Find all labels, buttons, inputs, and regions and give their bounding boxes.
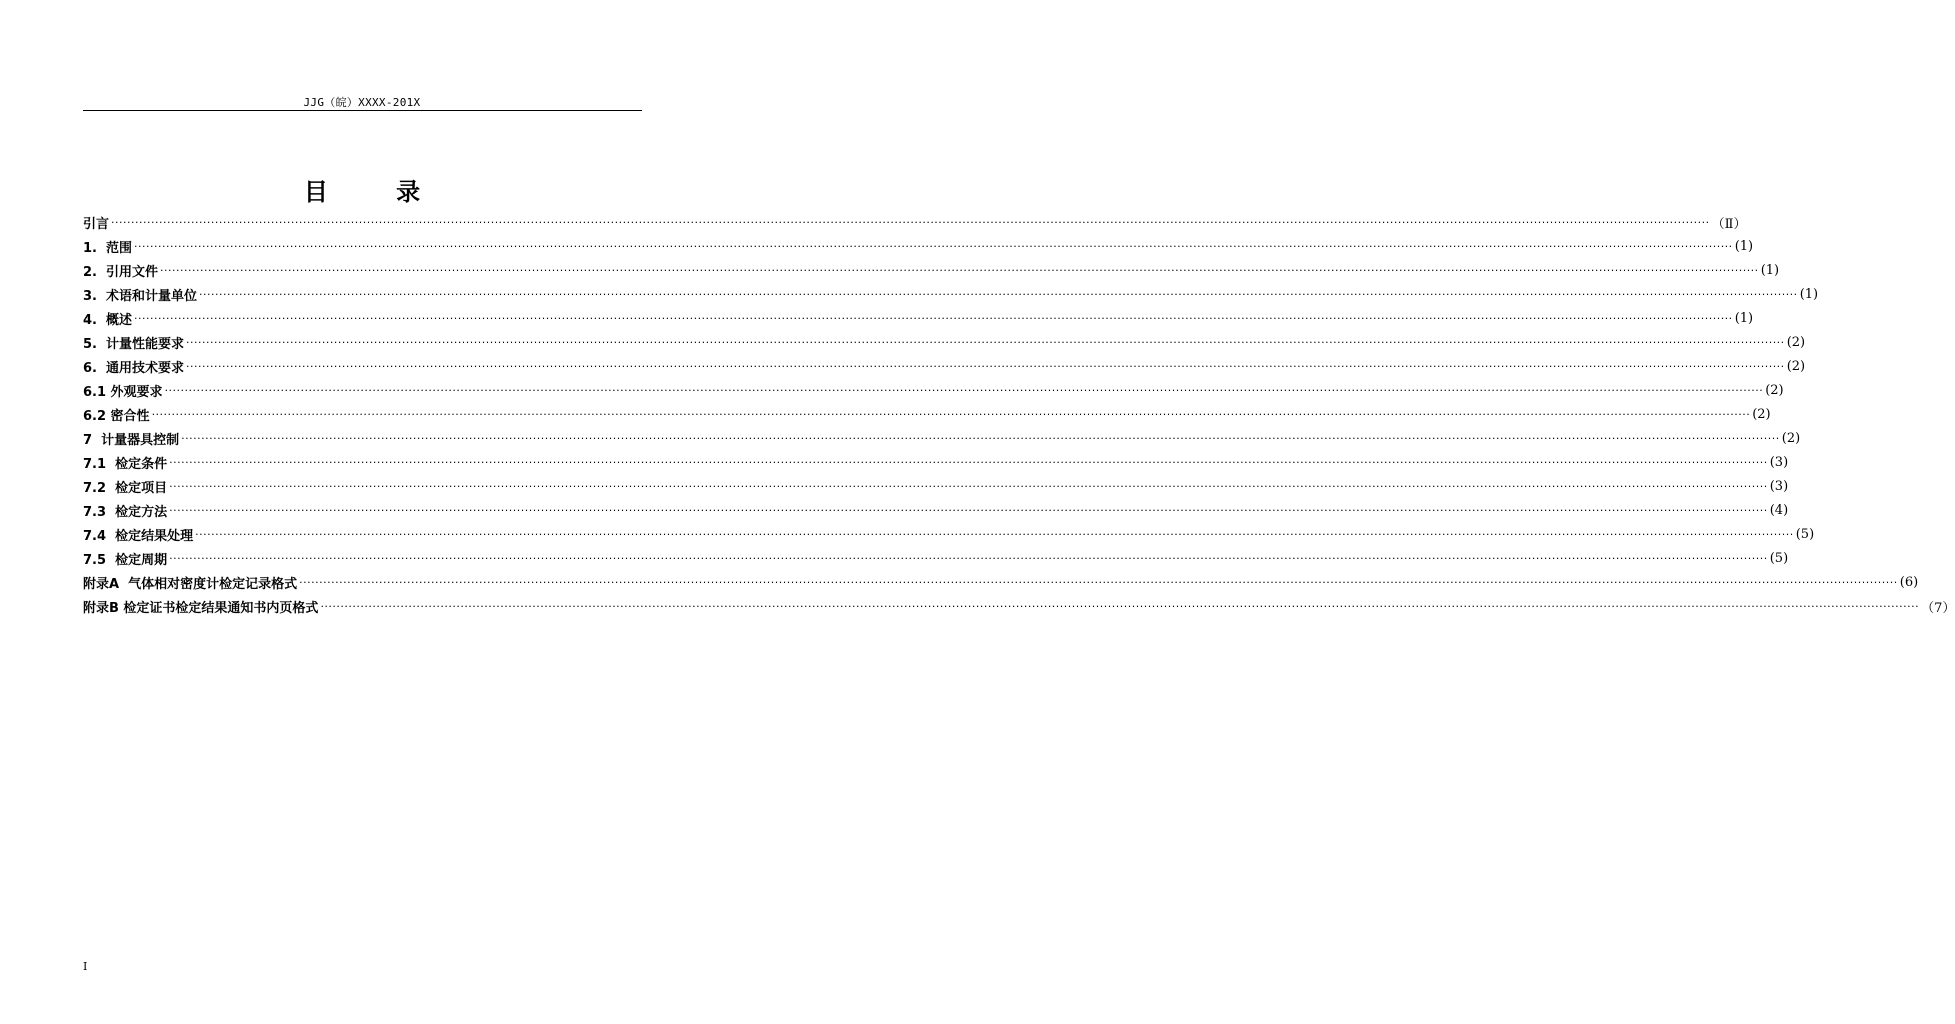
toc-entry[interactable]	[83, 402, 1771, 426]
toc-entry-page: (3)	[1769, 454, 1789, 470]
toc-leader-dots: ················································································································································································································································································································································································································	[134, 239, 1733, 253]
toc-leader-dots: ················································································································································································································································································································································································································	[181, 431, 1780, 445]
toc-entry-page: (5)	[1769, 550, 1789, 566]
toc-leader-dots: ················································································································································································································································································································································································································	[186, 359, 1785, 373]
toc-leader-dots: ················································································································································································································································································································································································································	[199, 287, 1798, 301]
toc-entry[interactable]	[83, 234, 1754, 258]
toc-entry-label: 6. 通用技术要求	[83, 360, 185, 376]
toc-entry[interactable]	[83, 426, 1801, 450]
toc-entry-page: (3)	[1769, 478, 1789, 494]
toc-leader-dots: ················································································································································································································································································································································································································	[169, 503, 1768, 517]
toc-leader-dots: ················································································································································································································································································································································································································	[111, 215, 1710, 229]
toc-entry-page: （7）	[1921, 600, 1955, 616]
toc-entry[interactable]	[83, 594, 1955, 618]
page-header: JJG（皖）XXXX-201X	[303, 96, 421, 109]
toc-entry-label: 附录B 检定证书检定结果通知书内页格式	[83, 600, 319, 616]
toc-entry-page: (1)	[1734, 238, 1754, 254]
toc-title: 目 录	[303, 178, 451, 206]
toc-entry[interactable]	[83, 282, 1819, 306]
toc-entry-label: 7.4 检定结果处理	[83, 528, 194, 544]
toc-entry-label: 引言	[83, 216, 110, 232]
toc-entry-page: (4)	[1769, 502, 1789, 518]
toc-entry[interactable]	[83, 570, 1919, 594]
toc-entry[interactable]	[83, 378, 1784, 402]
toc-leader-dots: ················································································································································································································································································································································································································	[169, 479, 1768, 493]
toc-entry[interactable]	[83, 306, 1754, 330]
toc-entry[interactable]	[83, 354, 1806, 378]
toc-leader-dots: ················································································································································································································································································································································································································	[134, 311, 1733, 325]
toc-leader-dots: ················································································································································································································································································································································································································	[195, 527, 1794, 541]
toc-entry-label: 5. 计量性能要求	[83, 336, 185, 352]
toc-entry-label: 7.3 检定方法	[83, 504, 168, 520]
toc-entry[interactable]	[83, 522, 1815, 546]
header-divider	[83, 110, 642, 111]
toc-entry[interactable]	[83, 258, 1780, 282]
table-of-contents	[83, 210, 1955, 618]
toc-entry-label: 3. 术语和计量单位	[83, 288, 198, 304]
toc-entry-label: 4. 概述	[83, 312, 133, 328]
toc-entry-label: 2. 引用文件	[83, 264, 159, 280]
toc-entry-page: (5)	[1795, 526, 1815, 542]
toc-leader-dots: ················································································································································································································································································································································································································	[186, 335, 1785, 349]
toc-leader-dots: ················································································································································································································································································································································································································	[320, 599, 1920, 613]
toc-entry-page: (6)	[1899, 574, 1919, 590]
toc-entry-page: (2)	[1781, 430, 1801, 446]
toc-entry-page: (2)	[1786, 358, 1806, 374]
toc-entry-page: (2)	[1765, 382, 1784, 398]
toc-leader-dots: ················································································································································································································································································································································································································	[169, 551, 1768, 565]
toc-entry-label: 7 计量器具控制	[83, 432, 180, 448]
toc-entry-page: (1)	[1734, 310, 1754, 326]
toc-entry-page: (2)	[1752, 406, 1771, 422]
toc-leader-dots: ················································································································································································································································································································································································································	[299, 575, 1898, 589]
toc-entry[interactable]	[83, 546, 1789, 570]
toc-entry[interactable]	[83, 210, 1747, 234]
toc-entry[interactable]	[83, 330, 1806, 354]
toc-entry-label: 7.5 检定周期	[83, 552, 168, 568]
toc-entry-page: (1)	[1799, 286, 1819, 302]
toc-entry[interactable]	[83, 450, 1789, 474]
toc-entry-label: 附录A 气体相对密度计检定记录格式	[83, 576, 298, 592]
toc-leader-dots: ················································································································································································································································································································································································································	[169, 455, 1768, 469]
footer-page-number: I	[83, 960, 88, 973]
toc-entry-page: (2)	[1786, 334, 1806, 350]
toc-entry-page: (1)	[1760, 262, 1780, 278]
toc-leader-dots: ················································································································································································································································································································································································································	[164, 383, 1764, 397]
toc-entry[interactable]	[83, 474, 1789, 498]
toc-entry-label: 6.2 密合性	[83, 408, 150, 424]
toc-entry-label: 6.1 外观要求	[83, 384, 163, 400]
toc-entry-label: 7.1 检定条件	[83, 456, 168, 472]
toc-entry[interactable]	[83, 498, 1789, 522]
toc-entry-page: （Ⅱ）	[1711, 216, 1747, 232]
toc-entry-label: 7.2 检定项目	[83, 480, 168, 496]
toc-leader-dots: ················································································································································································································································································································································································································	[151, 407, 1751, 421]
toc-leader-dots: ················································································································································································································································································································································································································	[160, 263, 1759, 277]
toc-entry-label: 1. 范围	[83, 240, 133, 256]
